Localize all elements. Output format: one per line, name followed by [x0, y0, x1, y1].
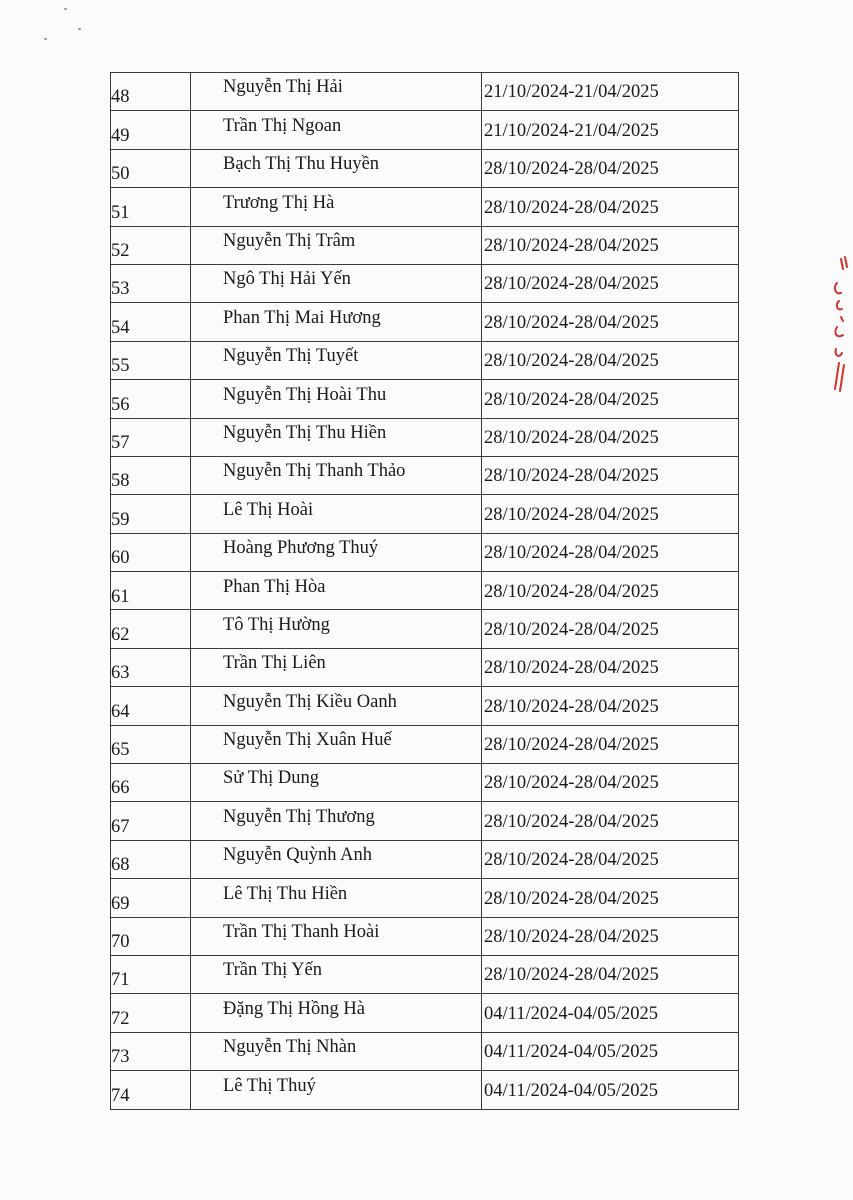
row-number-cell [111, 341, 191, 379]
employee-name-cell [191, 955, 482, 993]
table-row [111, 73, 739, 111]
table-row [111, 610, 739, 648]
employee-name-cell [191, 879, 482, 917]
table-row [111, 802, 739, 840]
period-range: 28/10/2024-28/04/2025 [484, 965, 659, 986]
row-number: 51 [111, 202, 130, 223]
employee-name-cell [191, 725, 482, 763]
scan-speck [44, 38, 47, 40]
row-number: 52 [111, 241, 130, 261]
period-range: 28/10/2024-28/04/2025 [484, 312, 659, 333]
employee-name-cell [191, 572, 482, 610]
table-row [111, 687, 739, 725]
period-range-cell [482, 380, 739, 418]
period-range: 28/10/2024-28/04/2025 [484, 274, 659, 295]
row-number-cell [111, 1071, 191, 1109]
employee-name-cell [191, 917, 482, 955]
period-range: 28/10/2024-28/04/2025 [484, 427, 659, 448]
row-number-cell [111, 380, 191, 418]
row-number-cell [111, 303, 191, 341]
employee-name: Lê Thị Thuý [223, 1075, 316, 1096]
employee-name: Tô Thị Hường [223, 614, 330, 635]
employee-name-cell [191, 226, 482, 264]
period-range-cell [482, 303, 739, 341]
employee-name: Lê Thị Hoài [223, 499, 314, 520]
period-range: 28/10/2024-28/04/2025 [484, 389, 659, 410]
period-range: 28/10/2024-28/04/2025 [484, 236, 659, 256]
row-number: 71 [111, 970, 130, 991]
table-body [111, 73, 739, 1110]
table-row [111, 764, 739, 802]
employee-name: Nguyễn Thị Hải [223, 77, 343, 98]
employee-name-cell [191, 764, 482, 802]
period-range: 28/10/2024-28/04/2025 [484, 619, 659, 640]
employee-name-cell [191, 994, 482, 1032]
period-range-cell [482, 994, 739, 1032]
employee-name: Nguyễn Thị Xuân Huế [223, 730, 392, 751]
employee-name: Nguyễn Thị Thanh Thảo [223, 461, 406, 482]
table-row [111, 303, 739, 341]
row-number-cell [111, 111, 191, 149]
row-number: 64 [111, 701, 130, 722]
row-number-cell [111, 418, 191, 456]
employee-name-cell [191, 73, 482, 111]
employee-name-cell [191, 840, 482, 878]
period-range-cell [482, 1071, 739, 1109]
table-row [111, 955, 739, 993]
period-range: 28/10/2024-28/04/2025 [484, 811, 659, 832]
employee-name-cell [191, 380, 482, 418]
employee-name: Nguyễn Quỳnh Anh [223, 845, 373, 866]
employee-period-table [110, 72, 739, 1110]
period-range: 28/10/2024-28/04/2025 [484, 466, 659, 487]
table-row [111, 917, 739, 955]
row-number: 63 [111, 663, 130, 684]
employee-name-cell [191, 456, 482, 494]
employee-name-cell [191, 341, 482, 379]
row-number: 58 [111, 471, 130, 492]
employee-name: Nguyễn Thị Tuyết [223, 346, 359, 367]
scan-speck [64, 8, 67, 10]
row-number: 59 [111, 509, 130, 530]
row-number-cell [111, 648, 191, 686]
row-number-cell [111, 264, 191, 302]
row-number: 56 [111, 394, 130, 415]
table-row [111, 149, 739, 187]
period-range-cell [482, 418, 739, 456]
period-range-cell [482, 572, 739, 610]
row-number: 50 [111, 164, 130, 185]
employee-name: Đặng Thị Hồng Hà [223, 998, 365, 1019]
period-range: 28/10/2024-28/04/2025 [484, 351, 659, 372]
period-range: 28/10/2024-28/04/2025 [484, 735, 659, 756]
period-range: 28/10/2024-28/04/2025 [484, 850, 659, 871]
period-range-cell [482, 917, 739, 955]
row-number-cell [111, 73, 191, 111]
period-range-cell [482, 341, 739, 379]
row-number-cell [111, 725, 191, 763]
row-number-cell [111, 149, 191, 187]
row-number: 70 [111, 932, 130, 953]
employee-name-cell [191, 1032, 482, 1070]
period-range-cell [482, 73, 739, 111]
employee-name: Sử Thị Dung [223, 768, 320, 789]
period-range-cell [482, 725, 739, 763]
employee-name: Nguyễn Thị Thương [223, 806, 375, 827]
period-range: 28/10/2024-28/04/2025 [484, 773, 659, 794]
employee-name: Trần Thị Yến [223, 960, 323, 981]
period-range-cell [482, 495, 739, 533]
table-row [111, 648, 739, 686]
employee-name: Nguyễn Thị Trâm [223, 231, 356, 251]
row-number-cell [111, 226, 191, 264]
period-range: 28/10/2024-28/04/2025 [484, 197, 659, 218]
employee-name: Nguyễn Thị Nhàn [223, 1037, 357, 1058]
row-number: 54 [111, 317, 130, 338]
employee-name-cell [191, 303, 482, 341]
period-range-cell [482, 802, 739, 840]
row-number: 67 [111, 816, 130, 837]
period-range-cell [482, 610, 739, 648]
employee-name-cell [191, 188, 482, 226]
period-range-cell [482, 879, 739, 917]
table-row [111, 341, 739, 379]
row-number-cell [111, 955, 191, 993]
period-range-cell [482, 226, 739, 264]
period-range: 04/11/2024-04/05/2025 [484, 1042, 659, 1063]
table-row [111, 188, 739, 226]
period-range: 28/10/2024-28/04/2025 [484, 504, 659, 525]
row-number-cell [111, 572, 191, 610]
employee-name-cell [191, 610, 482, 648]
period-range-cell [482, 648, 739, 686]
row-number: 48 [111, 87, 130, 108]
row-number-cell [111, 687, 191, 725]
row-number-cell [111, 495, 191, 533]
row-number: 55 [111, 356, 130, 377]
row-number: 53 [111, 279, 130, 300]
row-number: 49 [111, 125, 130, 146]
period-range-cell [482, 111, 739, 149]
row-number-cell [111, 456, 191, 494]
employee-name-cell [191, 1071, 482, 1109]
employee-name: Lê Thị Thu Hiền [223, 883, 348, 904]
table-row [111, 264, 739, 302]
row-number-cell [111, 188, 191, 226]
row-number-cell [111, 610, 191, 648]
period-range: 28/10/2024-28/04/2025 [484, 696, 659, 717]
row-number: 73 [111, 1047, 130, 1068]
employee-name-cell [191, 687, 482, 725]
employee-name-cell [191, 418, 482, 456]
employee-name-cell [191, 111, 482, 149]
table-row [111, 572, 739, 610]
period-range: 28/10/2024-28/04/2025 [484, 658, 659, 679]
period-range-cell [482, 456, 739, 494]
row-number: 60 [111, 548, 130, 569]
employee-name: Trần Thị Ngoan [223, 115, 342, 136]
row-number-cell [111, 879, 191, 917]
row-number: 61 [111, 586, 130, 607]
period-range: 28/10/2024-28/04/2025 [484, 927, 659, 948]
employee-name-cell [191, 495, 482, 533]
scan-speck [78, 28, 81, 30]
employee-name: Trần Thị Liên [223, 653, 326, 674]
employee-name: Trần Thị Thanh Hoài [223, 922, 380, 943]
table-row [111, 380, 739, 418]
employee-name: Phan Thị Mai Hương [223, 307, 381, 328]
row-number-cell [111, 840, 191, 878]
row-number-cell [111, 994, 191, 1032]
period-range-cell [482, 687, 739, 725]
row-number-cell [111, 1032, 191, 1070]
row-number: 66 [111, 778, 130, 799]
row-number: 68 [111, 855, 130, 876]
period-range: 28/10/2024-28/04/2025 [484, 888, 659, 909]
row-number: 62 [111, 624, 130, 645]
period-range-cell [482, 264, 739, 302]
row-number-cell [111, 802, 191, 840]
table-row [111, 418, 739, 456]
period-range-cell [482, 1032, 739, 1070]
employee-name: Phan Thị Hòa [223, 576, 326, 597]
employee-name: Nguyễn Thị Thu Hiền [223, 422, 387, 443]
table-row [111, 994, 739, 1032]
employee-name: Nguyễn Thị Hoài Thu [223, 384, 387, 405]
period-range: 28/10/2024-28/04/2025 [484, 543, 659, 564]
table-row [111, 111, 739, 149]
period-range: 04/11/2024-04/05/2025 [484, 1080, 659, 1101]
employee-name: Hoàng Phương Thuý [223, 538, 379, 559]
table-row [111, 495, 739, 533]
table-row [111, 840, 739, 878]
row-number-cell [111, 533, 191, 571]
row-number-cell [111, 917, 191, 955]
employee-name-cell [191, 648, 482, 686]
period-range: 21/10/2024-21/04/2025 [484, 120, 659, 141]
table-row [111, 1071, 739, 1109]
employee-name-cell [191, 533, 482, 571]
row-number: 65 [111, 740, 130, 761]
period-range-cell [482, 764, 739, 802]
table-row [111, 725, 739, 763]
table-row [111, 879, 739, 917]
period-range: 04/11/2024-04/05/2025 [484, 1003, 659, 1024]
employee-name: Nguyễn Thị Kiều Oanh [223, 691, 397, 712]
employee-name: Ngô Thị Hải Yến [223, 269, 351, 290]
period-range-cell [482, 188, 739, 226]
period-range: 21/10/2024-21/04/2025 [484, 82, 659, 103]
period-range: 28/10/2024-28/04/2025 [484, 581, 659, 602]
row-number: 57 [111, 432, 130, 453]
row-number-cell [111, 764, 191, 802]
table-row [111, 533, 739, 571]
period-range: 28/10/2024-28/04/2025 [484, 159, 659, 180]
red-margin-mark [827, 255, 849, 395]
period-range-cell [482, 955, 739, 993]
employee-name-cell [191, 802, 482, 840]
period-range-cell [482, 149, 739, 187]
table-row [111, 456, 739, 494]
employee-name: Bạch Thị Thu Huyền [223, 154, 380, 175]
row-number: 72 [111, 1008, 130, 1029]
table-row [111, 1032, 739, 1070]
table-row [111, 226, 739, 264]
employee-name-cell [191, 264, 482, 302]
row-number: 69 [111, 893, 130, 914]
period-range-cell [482, 533, 739, 571]
row-number: 74 [111, 1085, 130, 1106]
period-range-cell [482, 840, 739, 878]
employee-name: Trương Thị Hà [223, 192, 335, 213]
employee-name-cell [191, 149, 482, 187]
